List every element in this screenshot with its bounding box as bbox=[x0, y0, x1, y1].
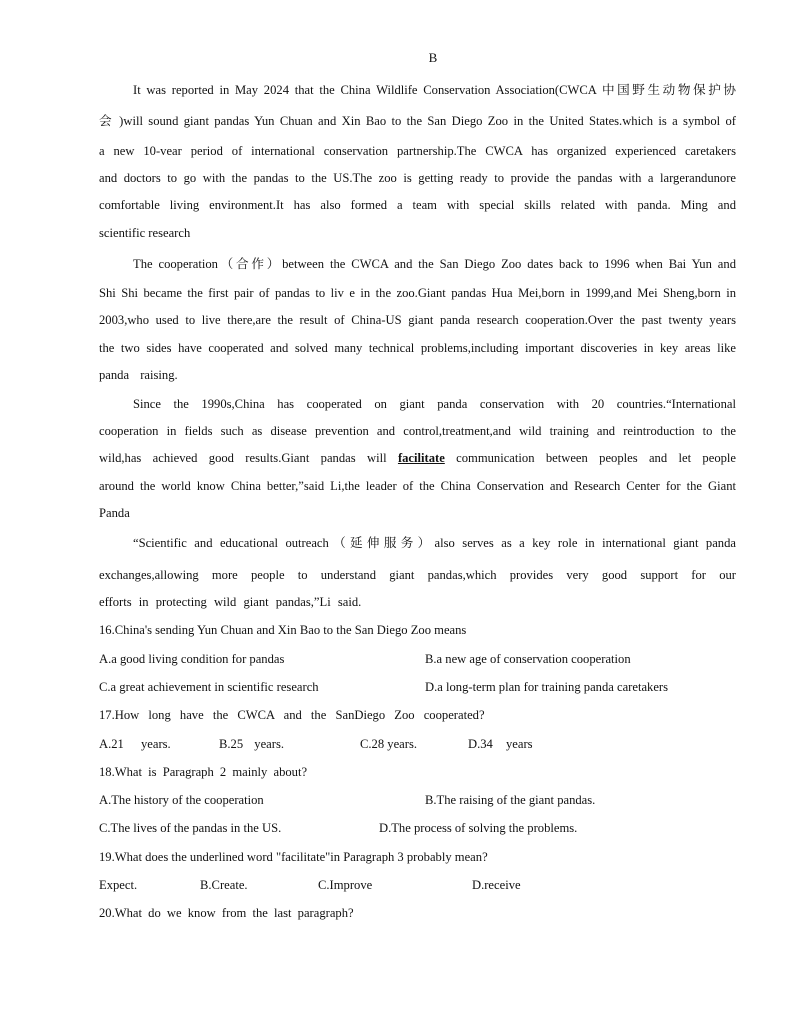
q18-option-c: C.The lives of the pandas in the US. bbox=[99, 821, 282, 835]
p1-line-3: a new 10-vear period of international conservation partnership.The CWCA has organized experienced caretakers bbox=[99, 144, 736, 158]
q16-option-c: C.a great achievement in scientific research bbox=[99, 680, 319, 694]
q16-option-b: B.a new age of conservation cooperation bbox=[425, 652, 631, 666]
q17-option-a: A.21 years. bbox=[99, 737, 171, 751]
q19-option-c: C.Improve bbox=[318, 878, 373, 892]
p3-line-3 bbox=[99, 448, 736, 468]
q18-option-a: A.The history of the cooperation bbox=[99, 793, 264, 807]
q17-option-d: D.34 years bbox=[468, 737, 533, 751]
p3-line-3-end: communication between peoples and let people bbox=[444, 451, 736, 465]
p1-line-4: and doctors to go with the pandas to the US.The zoo is getting ready to provide the pandas with a largerandunore bbox=[99, 171, 736, 185]
q19-option-a: Expect. bbox=[99, 878, 138, 892]
q18-option-b: B.The raising of the giant pandas. bbox=[425, 793, 596, 807]
p1-line-2: 会 )will sound giant pandas Yun Chuan and Xin Bao to the San Diego Zoo in the United States.which is a symbol of bbox=[99, 114, 736, 128]
p3-line-4: around the world know China better,”said Li,the leader of the China Conservation and Research Center for the Giant bbox=[99, 479, 736, 493]
q17-option-b: B.25 years. bbox=[219, 737, 285, 751]
p4-line-2: exchanges,allowing more people to understand giant pandas,which provides very good support for our bbox=[99, 568, 736, 582]
p2-line-2: Shi Shi became the first pair of pandas to liv e in the zoo.Giant pandas Hua Mei,born in 1999,and Mei Sheng,born in bbox=[99, 286, 736, 300]
q17-option-c: C.28 years. bbox=[360, 737, 418, 751]
p2-line-3: 2003,who used to live there,are the result of China-US giant panda research cooperation.Over the past twenty years bbox=[99, 313, 736, 327]
p3-line-1: Since the 1990s,China has cooperated on giant panda conservation with 20 countries.“International bbox=[133, 397, 736, 411]
p4-line-1: “Scientific and educational outreach（延伸服务）also serves as a key role in international giant panda bbox=[133, 536, 736, 550]
q18-option-d: D.The process of solving the problems. bbox=[379, 821, 578, 835]
underlined-word: facilitate bbox=[397, 451, 445, 465]
p2-line-4: the two sides have cooperated and solved many technical problems,including important discoveries in key areas like bbox=[99, 341, 736, 355]
p3-line-5: Panda bbox=[99, 506, 130, 520]
q16-option-a: A.a good living condition for pandas bbox=[99, 652, 285, 666]
p2-line-5: panda raising. bbox=[99, 368, 178, 382]
q16-option-d: D.a long-term plan for training panda caretakers bbox=[425, 680, 669, 694]
p1-line-1: It was reported in May 2024 that the China Wildlife Conservation Association(CWCA 中国野生动物保护协 bbox=[133, 83, 736, 97]
p2-line-1: The cooperation（合作）between the CWCA and the San Diego Zoo dates back to 1996 when Bai Yun and bbox=[133, 257, 736, 271]
p3-line-3-start: wild,has achieved good results.Giant pandas will bbox=[99, 451, 398, 465]
q19-option-d: D.receive bbox=[472, 878, 521, 892]
q19-stem: 19.What does the underlined word "facilitate"in Paragraph 3 probably mean? bbox=[99, 850, 488, 864]
q20-stem: 20.What do we know from the last paragraph? bbox=[99, 906, 354, 920]
section-label: B bbox=[428, 50, 438, 65]
q17-stem: 17.How long have the CWCA and the SanDiego Zoo cooperated? bbox=[99, 708, 485, 722]
p3-line-2: cooperation in fields such as disease prevention and control,treatment,and wild training and reintroduction to the bbox=[99, 424, 736, 438]
q18-stem: 18.What is Paragraph 2 mainly about? bbox=[99, 765, 308, 779]
p4-line-3: efforts in protecting wild giant pandas,”Li said. bbox=[99, 595, 362, 609]
q19-option-b: B.Create. bbox=[200, 878, 248, 892]
p1-line-5: comfortable living environment.It has also formed a team with special skills related with panda. Ming and bbox=[99, 198, 736, 212]
p1-line-6: scientific research bbox=[99, 226, 191, 240]
q16-stem: 16.China's sending Yun Chuan and Xin Bao to the San Diego Zoo means bbox=[99, 623, 467, 637]
